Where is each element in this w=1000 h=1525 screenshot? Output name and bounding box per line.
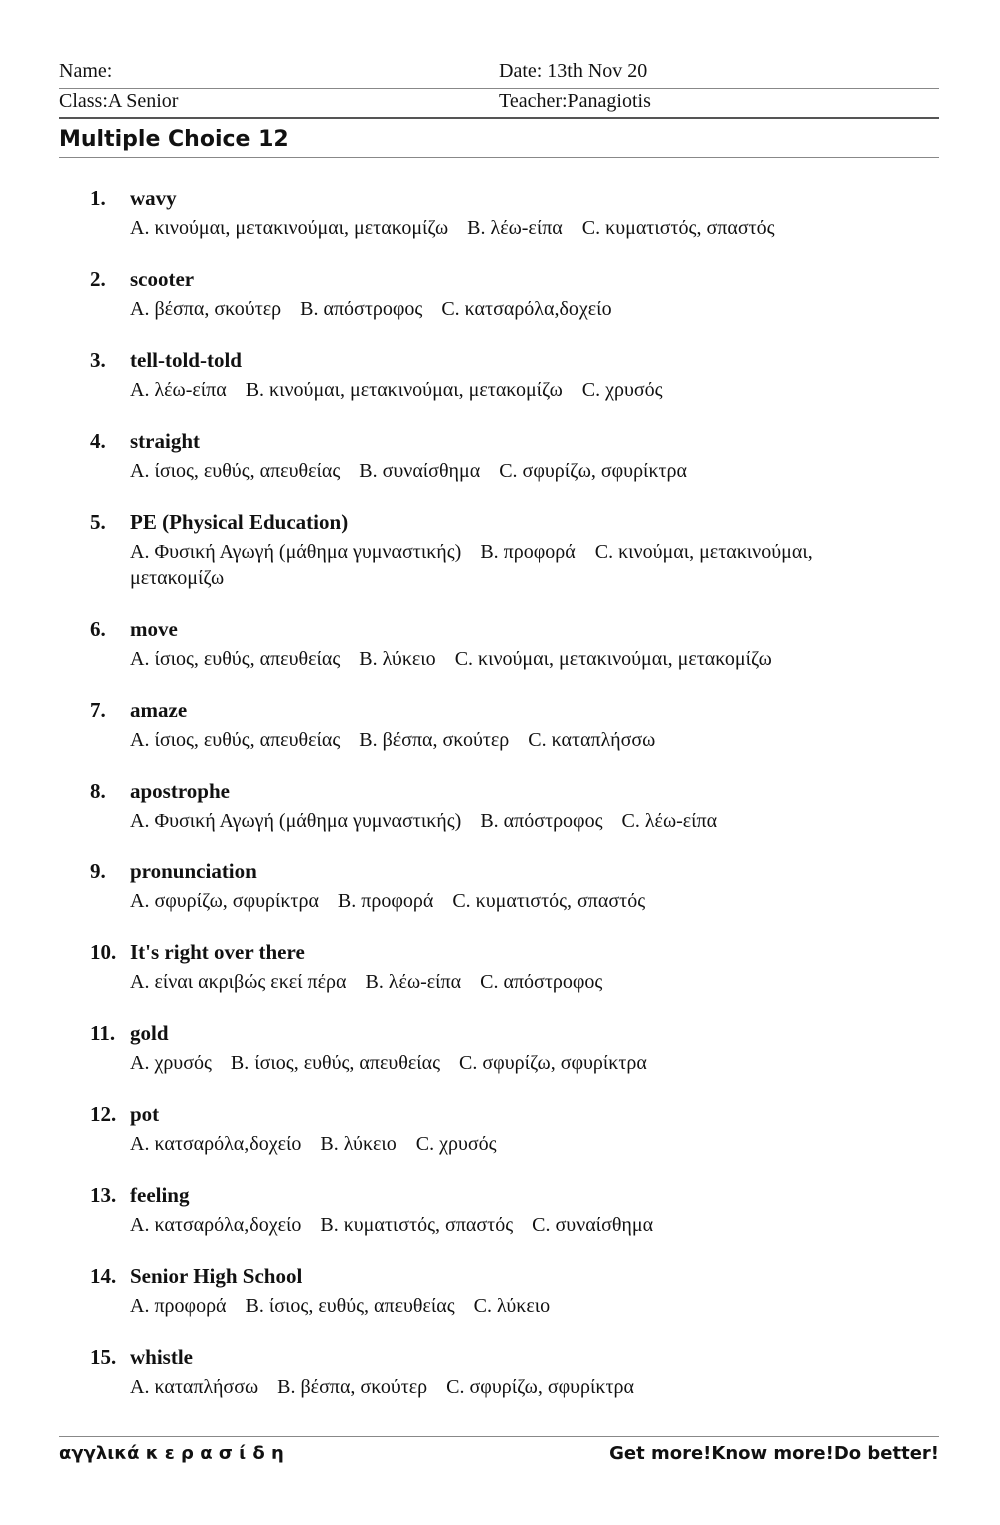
question-item bbox=[90, 1101, 920, 1157]
answer-option-c[interactable]: C. συναίσθημα bbox=[532, 1214, 654, 1236]
answer-option-a[interactable]: A. ίσιος, ευθύς, απευθείας bbox=[130, 648, 341, 670]
question-term: Senior High School bbox=[130, 1264, 303, 1288]
answer-option-a[interactable]: A. κατσαρόλα,δοχείο bbox=[130, 1133, 302, 1155]
answer-option-c[interactable]: C. καταπλήσσω bbox=[528, 729, 656, 751]
question-item bbox=[90, 616, 920, 672]
question-heading bbox=[90, 1101, 920, 1127]
question-heading bbox=[90, 347, 920, 373]
question-number: 5. bbox=[90, 510, 106, 534]
question-term: feeling bbox=[130, 1183, 190, 1207]
answer-options bbox=[130, 458, 920, 484]
answer-option-b[interactable]: B. λύκειο bbox=[320, 1133, 397, 1155]
answer-option-b[interactable]: B. λέω-είπα bbox=[365, 971, 462, 993]
answer-option-b[interactable]: B. ίσιος, ευθύς, απευθείας bbox=[245, 1295, 455, 1317]
answer-option-c[interactable]: C. σφυρίζω, σφυρίκτρα bbox=[446, 1376, 634, 1398]
answer-options bbox=[130, 377, 920, 403]
answer-option-b[interactable]: B. κυματιστός, σπαστός bbox=[320, 1214, 514, 1236]
question-item bbox=[90, 1182, 920, 1238]
question-heading bbox=[90, 616, 920, 642]
question-heading bbox=[90, 697, 920, 723]
question-item bbox=[90, 185, 920, 241]
answer-option-a[interactable]: A. λέω-είπα bbox=[130, 379, 227, 401]
question-number: 14. bbox=[90, 1264, 117, 1288]
question-item bbox=[90, 778, 920, 834]
answer-options bbox=[130, 727, 920, 753]
footer-brand: αγγλικά κ ε ρ α σ ί δ η bbox=[59, 1443, 284, 1464]
question-term: amaze bbox=[130, 698, 188, 722]
question-item bbox=[90, 697, 920, 753]
question-heading bbox=[90, 1182, 920, 1208]
question-heading bbox=[90, 939, 920, 965]
answer-option-b[interactable]: B. προφορά bbox=[337, 890, 434, 912]
answer-option-b[interactable]: B. ίσιος, ευθύς, απευθείας bbox=[230, 1052, 441, 1074]
page-title: Multiple Choice 12 bbox=[59, 124, 939, 158]
question-number: 13. bbox=[90, 1183, 117, 1207]
answer-option-c[interactable]: C. χρυσός bbox=[581, 379, 663, 401]
question-term: scooter bbox=[130, 267, 195, 291]
answer-options bbox=[130, 1374, 920, 1400]
answer-option-b[interactable]: B. συναίσθημα bbox=[359, 460, 481, 482]
teacher-label: Teacher:Panagiotis bbox=[499, 90, 651, 112]
date-label: Date: 13th Nov 20 bbox=[499, 60, 648, 82]
question-term: pronunciation bbox=[130, 859, 257, 883]
answer-option-c[interactable]: C. σφυρίζω, σφυρίκτρα bbox=[499, 460, 688, 482]
question-term: pot bbox=[130, 1102, 160, 1126]
answer-options bbox=[130, 296, 920, 322]
question-term: wavy bbox=[130, 186, 177, 210]
answer-option-c[interactable]: C. κινούμαι, μετακινούμαι, μετακομίζω bbox=[454, 648, 772, 670]
question-term: apostrophe bbox=[130, 779, 230, 803]
answer-option-b[interactable]: B. βέσπα, σκούτερ bbox=[277, 1376, 428, 1398]
answer-option-a[interactable]: A. Φυσική Αγωγή (μάθημα γυμναστικής) bbox=[130, 810, 462, 832]
question-number: 2. bbox=[90, 267, 106, 291]
header-row-2 bbox=[59, 88, 939, 119]
answer-option-c[interactable]: C. κυματιστός, σπαστός bbox=[452, 890, 646, 912]
question-number: 8. bbox=[90, 779, 106, 803]
answer-options bbox=[130, 1212, 920, 1238]
question-number: 9. bbox=[90, 859, 106, 883]
question-item bbox=[90, 1020, 920, 1076]
answer-option-c[interactable]: C. κατσαρόλα,δοχείο bbox=[441, 298, 612, 320]
footer-slogan: Get more!Know more!Do better! bbox=[609, 1443, 939, 1464]
question-item bbox=[90, 428, 920, 484]
question-number: 1. bbox=[90, 186, 106, 210]
question-item bbox=[90, 1344, 920, 1400]
answer-option-a[interactable]: A. προφορά bbox=[130, 1295, 227, 1317]
question-item bbox=[90, 347, 920, 403]
question-heading bbox=[90, 1344, 920, 1370]
question-item bbox=[90, 1263, 920, 1319]
answer-option-c[interactable]: C. λύκειο bbox=[473, 1295, 551, 1317]
answer-option-a[interactable]: A. ίσιος, ευθύς, απευθείας bbox=[130, 460, 341, 482]
question-number: 4. bbox=[90, 429, 106, 453]
question-term: It's right over there bbox=[130, 940, 305, 964]
question-heading bbox=[90, 778, 920, 804]
question-item bbox=[90, 266, 920, 322]
answer-options bbox=[130, 808, 920, 834]
answer-option-b[interactable]: B. βέσπα, σκούτερ bbox=[359, 729, 510, 751]
answer-option-b[interactable]: B. λέω-είπα bbox=[467, 217, 563, 239]
question-heading bbox=[90, 428, 920, 454]
question-heading bbox=[90, 858, 920, 884]
answer-option-b[interactable]: B. λύκειο bbox=[359, 648, 436, 670]
answer-options bbox=[130, 646, 920, 672]
question-term: whistle bbox=[130, 1345, 193, 1369]
answer-option-a[interactable]: A. ίσιος, ευθύς, απευθείας bbox=[130, 729, 341, 751]
header-row-1 bbox=[59, 58, 939, 89]
answer-option-c[interactable]: C. κυματιστός, σπαστός bbox=[581, 217, 775, 239]
answer-option-b[interactable]: B. κινούμαι, μετακινούμαι, μετακομίζω bbox=[245, 379, 563, 401]
answer-options bbox=[130, 888, 920, 914]
answer-option-a[interactable]: A. κινούμαι, μετακινούμαι, μετακομίζω bbox=[130, 217, 449, 239]
answer-option-a[interactable]: A. σφυρίζω, σφυρίκτρα bbox=[130, 890, 319, 912]
question-number: 6. bbox=[90, 617, 106, 641]
answer-option-a[interactable]: A. χρυσός bbox=[130, 1052, 212, 1074]
question-heading bbox=[90, 509, 920, 535]
answer-option-c[interactable]: C. απόστροφος bbox=[480, 971, 603, 993]
name-label: Name: bbox=[59, 60, 113, 82]
question-term: PE (Physical Education) bbox=[130, 510, 349, 534]
footer-divider bbox=[59, 1436, 939, 1437]
question-number: 12. bbox=[90, 1102, 117, 1126]
answer-options bbox=[130, 1050, 920, 1076]
answer-option-a[interactable]: A. είναι ακριβώς εκεί πέρα bbox=[130, 971, 347, 993]
question-number: 10. bbox=[90, 940, 117, 964]
answer-option-c[interactable]: C. σφυρίζω, σφυρίκτρα bbox=[459, 1052, 647, 1074]
question-item bbox=[90, 939, 920, 995]
answer-option-c[interactable]: C. λέω-είπα bbox=[621, 810, 718, 832]
answer-options bbox=[130, 1293, 920, 1319]
question-number: 3. bbox=[90, 348, 106, 372]
answer-options bbox=[130, 215, 920, 241]
question-item bbox=[90, 858, 920, 914]
question-heading bbox=[90, 185, 920, 211]
answer-option-b[interactable]: B. προφορά bbox=[480, 541, 576, 563]
question-term: tell-told-told bbox=[130, 348, 242, 372]
question-number: 7. bbox=[90, 698, 106, 722]
question-heading bbox=[90, 266, 920, 292]
question-heading bbox=[90, 1020, 920, 1046]
question-term: straight bbox=[130, 429, 200, 453]
class-label: Class:A Senior bbox=[59, 90, 179, 112]
answer-option-b[interactable]: B. απόστροφος bbox=[480, 810, 603, 832]
question-term: move bbox=[130, 617, 178, 641]
question-heading bbox=[90, 1263, 920, 1289]
answer-option-c[interactable]: C. κινούμαι, μετακινούμαι, μετακομίζω bbox=[130, 541, 813, 589]
question-number: 15. bbox=[90, 1345, 117, 1369]
answer-option-c[interactable]: C. χρυσός bbox=[415, 1133, 497, 1155]
answer-option-a[interactable]: A. Φυσική Αγωγή (μάθημα γυμναστικής) bbox=[130, 541, 462, 563]
answer-option-b[interactable]: B. απόστροφος bbox=[300, 298, 423, 320]
question-term: gold bbox=[130, 1021, 169, 1045]
answer-options bbox=[130, 1131, 920, 1157]
answer-options bbox=[130, 969, 920, 995]
answer-option-a[interactable]: A. κατσαρόλα,δοχείο bbox=[130, 1214, 302, 1236]
answer-options bbox=[130, 539, 920, 591]
question-item bbox=[90, 509, 920, 591]
answer-option-a[interactable]: A. καταπλήσσω bbox=[130, 1376, 259, 1398]
question-number: 11. bbox=[90, 1021, 116, 1045]
answer-option-a[interactable]: A. βέσπα, σκούτερ bbox=[130, 298, 282, 320]
